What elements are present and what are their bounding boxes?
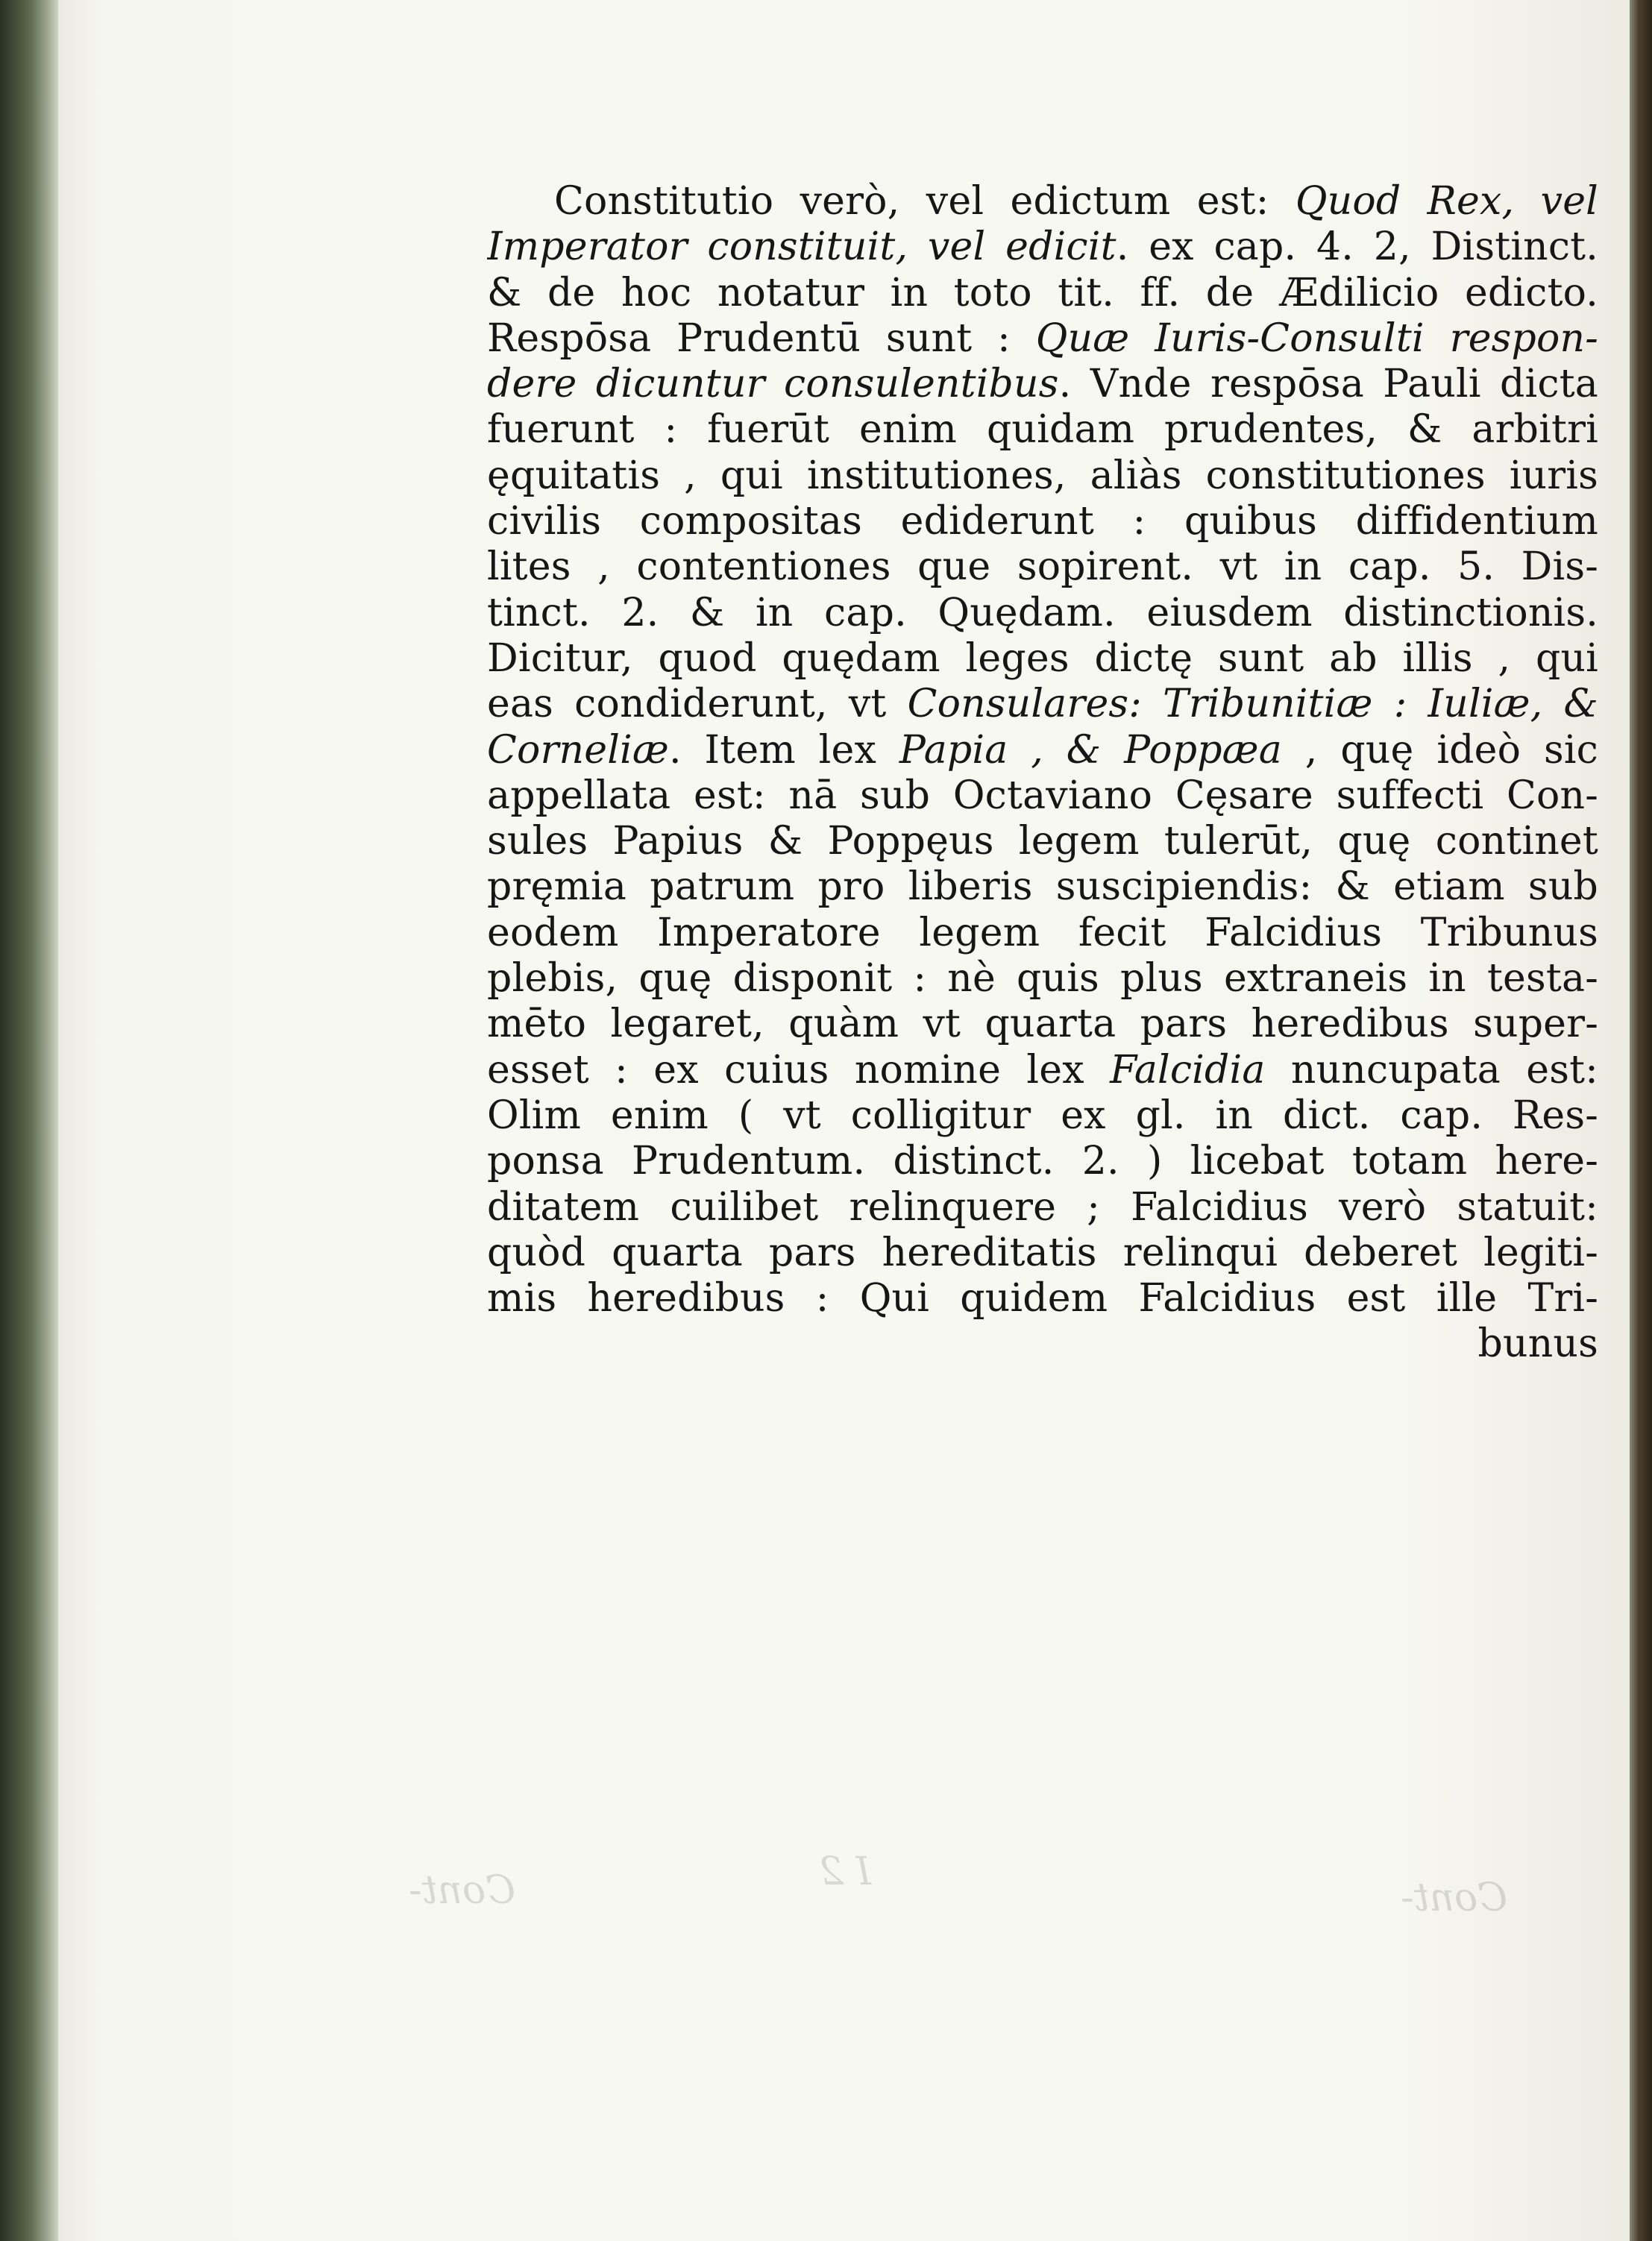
italic-text-segment: Quæ Iuris-Consulti respon- bbox=[1035, 315, 1598, 361]
text-segment: Olim enim ( vt colligitur ex gl. in dict. cap. Res- bbox=[487, 1093, 1598, 1138]
italic-text-segment: Quod Rex, vel bbox=[1295, 179, 1598, 224]
text-segment: sules Papius & Poppęus legem tulerūt, quę continet bbox=[487, 819, 1598, 864]
text-line bbox=[487, 636, 1598, 682]
text-line bbox=[487, 1230, 1598, 1276]
text-segment: fuerunt : fuerūt enim quidam prudentes, & arbitri bbox=[487, 407, 1598, 453]
text-segment: quòd quarta pars hereditatis relinqui deberet legiti- bbox=[487, 1230, 1598, 1275]
text-line bbox=[487, 1139, 1598, 1184]
text-segment: tinct. 2. & in cap. Quędam. eiusdem distinctionis. bbox=[487, 590, 1598, 635]
book-binding-edge bbox=[1630, 0, 1652, 2241]
text-line bbox=[487, 956, 1598, 1002]
page-sheet bbox=[58, 0, 1630, 2241]
text-line bbox=[487, 1185, 1598, 1230]
text-segment: . Vnde respōsa Pauli dicta bbox=[1058, 362, 1598, 407]
italic-text-segment: Corneliæ bbox=[487, 727, 669, 773]
text-segment: , quę ideò sic bbox=[1281, 727, 1598, 773]
text-line bbox=[487, 591, 1598, 636]
text-segment: mis heredibus : Qui quidem Falcidius est ille Tri- bbox=[487, 1276, 1598, 1321]
text-segment: & de hoc notatur in toto tit. ff. de Ædilicio edicto. bbox=[487, 270, 1598, 315]
text-line bbox=[487, 1093, 1598, 1139]
text-segment: ponsa Prudentum. distinct. 2. ) licebat totam here- bbox=[487, 1139, 1598, 1184]
text-segment: appellata est: nā sub Octaviano Cęsare suffecti Con- bbox=[487, 773, 1598, 818]
text-segment: mēto legaret, quàm vt quarta pars heredibus super- bbox=[487, 1002, 1598, 1047]
text-segment: . Item lex bbox=[668, 727, 899, 773]
text-segment: esset : ex cuius nomine lex bbox=[487, 1047, 1111, 1093]
text-segment: Respōsa Prudentū sunt : bbox=[487, 315, 1036, 361]
text-line bbox=[487, 224, 1598, 270]
text-line bbox=[487, 1048, 1598, 1093]
text-segment: Dicitur, quod quędam leges dictę sunt ab illis , qui bbox=[487, 635, 1598, 681]
body-text bbox=[487, 179, 1598, 1368]
text-line bbox=[487, 271, 1598, 316]
text-segment: eodem Imperatore legem fecit Falcidius Tribunus bbox=[487, 910, 1598, 955]
text-line bbox=[487, 773, 1598, 819]
text-segment: ęquitatis , qui institutiones, aliàs constitutiones iuris bbox=[487, 453, 1598, 498]
text-line bbox=[487, 864, 1598, 910]
text-line bbox=[487, 362, 1598, 407]
text-segment: Constitutio verò, vel edictum est: bbox=[554, 179, 1295, 224]
italic-text-segment: Imperator constituit, vel edicit bbox=[487, 224, 1116, 270]
italic-text-segment: Papia , & Poppæa bbox=[899, 727, 1282, 773]
text-line bbox=[487, 316, 1598, 362]
text-line bbox=[487, 728, 1598, 773]
show-through-mark: Cont- bbox=[409, 1868, 516, 1913]
text-line bbox=[487, 911, 1598, 956]
text-segment: nuncupata est: bbox=[1265, 1047, 1598, 1093]
text-segment: lites , contentiones que sopirent. vt in cap. 5. Dis- bbox=[487, 544, 1598, 590]
show-through-mark: Cont- bbox=[1401, 1876, 1508, 1920]
catchword: bunus bbox=[1477, 1321, 1598, 1367]
text-line bbox=[487, 499, 1598, 544]
text-segment: pręmia patrum pro liberis suscipiendis: & etiam sub bbox=[487, 864, 1598, 910]
text-line bbox=[487, 179, 1598, 224]
text-line bbox=[487, 819, 1598, 864]
text-line bbox=[487, 1276, 1598, 1321]
text-segment: ditatem cuilibet relinquere ; Falcidius verò statuit: bbox=[487, 1184, 1598, 1230]
text-segment: . ex cap. 4. 2, Distinct. bbox=[1116, 224, 1598, 270]
text-line bbox=[487, 682, 1598, 727]
italic-text-segment: Falcidia bbox=[1110, 1047, 1266, 1093]
text-line bbox=[487, 453, 1598, 499]
italic-text-segment: dere dicuntur consulentibus bbox=[487, 362, 1059, 407]
italic-text-segment: Consulares: Tribunitiæ : Iuliæ, & bbox=[907, 682, 1598, 727]
text-line bbox=[487, 1002, 1598, 1047]
text-segment: civilis compositas ediderunt : quibus diffidentium bbox=[487, 499, 1598, 544]
text-segment: eas condiderunt, vt bbox=[487, 682, 908, 727]
text-line bbox=[487, 544, 1598, 590]
text-segment: plebis, quę disponit : nè quis plus extraneis in testa- bbox=[487, 956, 1598, 1002]
show-through-mark: I 2 bbox=[819, 1849, 872, 1894]
text-line bbox=[487, 407, 1598, 453]
